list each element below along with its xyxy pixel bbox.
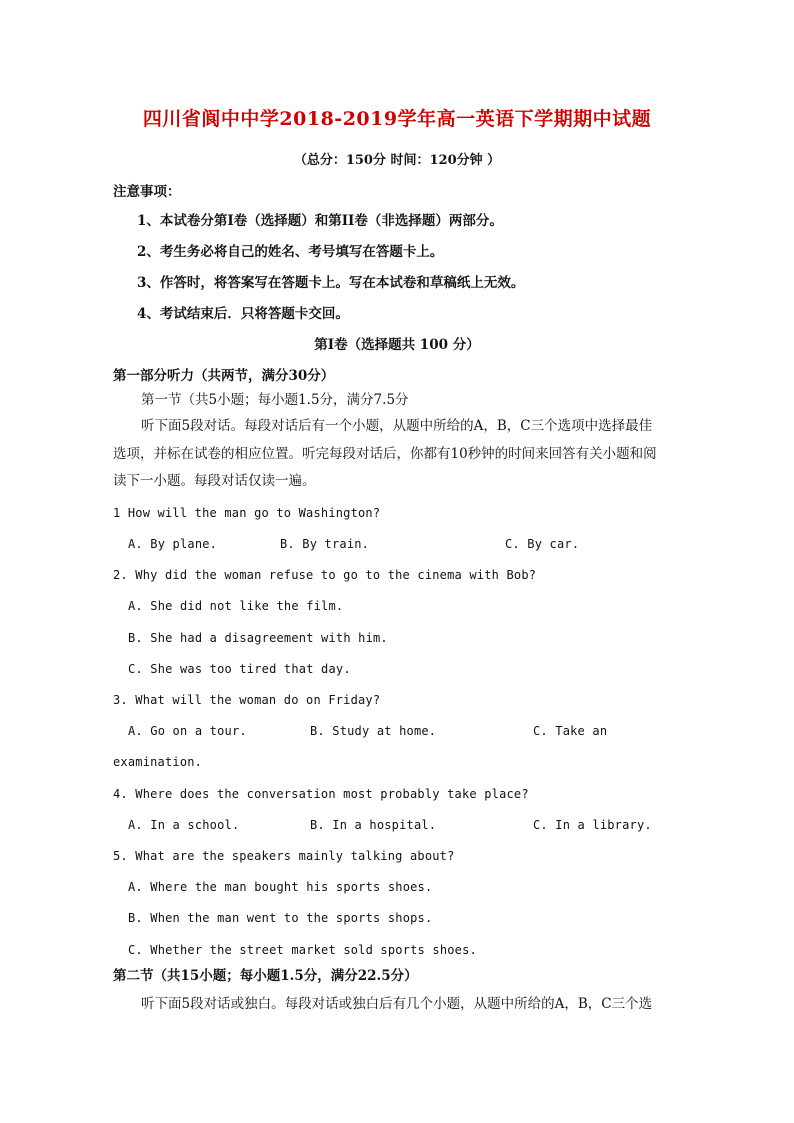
notice-item-1: 1、本试卷分第Ⅰ卷（选择题）和第II卷（非选择题）两部分。 [137,213,503,229]
question-4-option-c: C. In a library. [533,818,652,832]
question-4: 4. Where does the conversation most probably take place? [113,787,529,801]
question-3-option-a: A. Go on a tour. [128,724,247,738]
question-2-option-a: A. She did not like the film. [128,599,344,613]
question-3-option-c: C. Take an [533,724,608,738]
question-1: 1 How will the man go to Washington? [113,506,381,520]
notice-item-4: 4、考试结束后．只将答题卡交回。 [137,306,349,322]
question-5-option-a: A. Where the man bought his sports shoes. [128,880,433,894]
section2-heading: 第二节（共15小题；每小题1.5分，满分22.5分） [113,968,418,984]
question-3: 3. What will the woman do on Friday? [113,693,381,707]
document-subtitle: （总分：150分 时间：120分钟 ） [293,153,501,168]
notice-item-2: 2、考生务必将自己的姓名、考号填写在答题卡上。 [137,244,444,260]
question-5-option-b: B. When the man went to the sports shops. [128,911,433,925]
notice-item-3: 3、作答时，将答案写在答题卡上。写在本试卷和草稿纸上无效。 [137,275,525,291]
question-2-option-c: C. She was too tired that day. [128,662,351,676]
question-5: 5. What are the speakers mainly talking about? [113,849,455,863]
part1-heading: 第一部分听力（共两节，满分30分） [113,368,335,384]
question-3-option-b: B. Study at home. [310,724,437,738]
question-4-option-b: B. In a hospital. [310,818,437,832]
question-1-option-b: B. By train. [280,537,370,551]
section1-heading: 第一节（共5小题；每小题1.5分，满分7.5分 [141,392,409,408]
question-1-option-a: A. By plane. [128,537,218,551]
section2-instruction-line-1: 听下面5段对话或独白。每段对话或独白后有几个小题，从题中所给的A，B，C三个选 [141,996,653,1012]
question-1-option-c: C. By car. [505,537,580,551]
section1-instruction-line-1: 听下面5段对话。每段对话后有一个小题，从题中所给的A，B，C三个选项中选择最佳 [141,418,653,434]
document-title: 四川省阆中中学2018-2019学年高一英语下学期期中试题 [142,108,652,130]
notice-heading: 注意事项： [113,184,181,200]
question-2: 2. Why did the woman refuse to go to the cinema with Bob? [113,568,537,582]
question-5-option-c: C. Whether the street market sold sports shoes. [128,943,477,957]
volume-heading: 第Ⅰ卷（选择题共 100 分） [314,337,480,353]
question-2-option-b: B. She had a disagreement with him. [128,631,388,645]
section1-instruction-line-3: 读下一小题。每段对话仅读一遍。 [113,473,316,489]
section1-instruction-line-2: 选项，并标在试卷的相应位置。听完每段对话后，你都有10秒钟的时间来回答有关小题和阅 [113,446,657,462]
question-4-option-a: A. In a school. [128,818,240,832]
question-3-option-c-continued: examination. [113,755,203,769]
